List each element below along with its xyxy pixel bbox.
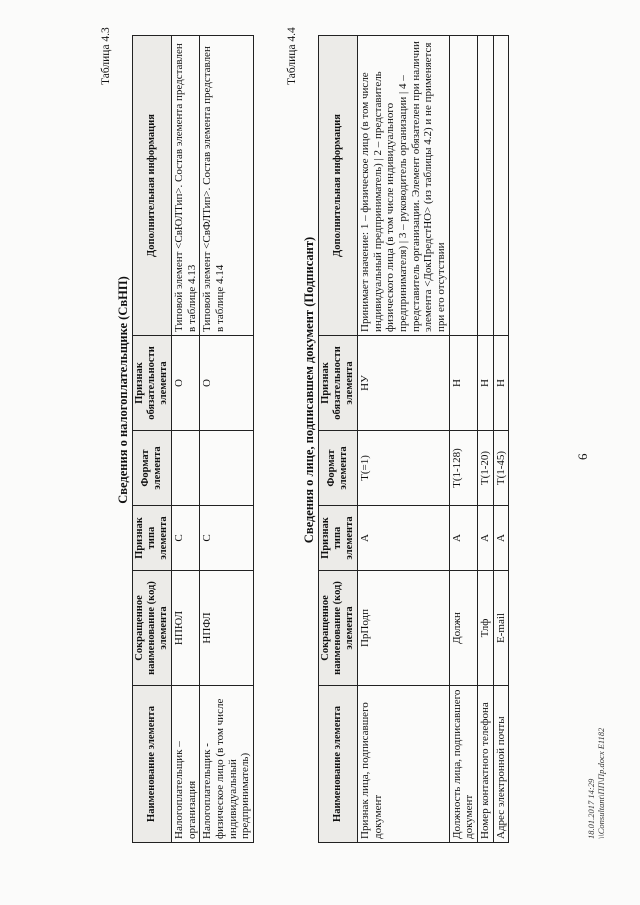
table-cell: Адрес электронной почты — [493, 686, 509, 843]
table-cell: ПрПодп — [358, 571, 449, 686]
table-cell: Т(1-45) — [493, 431, 509, 506]
table-cell: Типовой элемент <СвЮЛТип>. Состав элемента представлен в таблице 4.13 — [172, 36, 200, 336]
col-header: Признак обязательности элемента — [319, 336, 358, 431]
table-title-4-4: Сведения о лице, подписавшем документ (Подписант) — [302, 236, 316, 544]
table-cell — [493, 36, 509, 336]
table-cell: О — [200, 336, 254, 431]
table-cell: С — [200, 506, 254, 571]
table-title-4-3: Сведения о налогоплательщике (СвНП) — [116, 276, 130, 504]
table-row — [449, 36, 477, 843]
table-cell: НПФЛ — [200, 571, 254, 686]
table-row — [358, 36, 449, 843]
table-row — [493, 36, 509, 843]
col-header: Дополнительная информация — [319, 36, 358, 336]
table-cell: Номер контактного телефона — [477, 686, 493, 843]
col-header: Наименование элемента — [133, 686, 172, 843]
col-header: Формат элемента — [133, 431, 172, 506]
table-cell — [200, 431, 254, 506]
col-header: Признак типа элемента — [319, 506, 358, 571]
table-caption-4-4: Таблица 4.4 — [286, 27, 298, 85]
table-cell: Т(=1) — [358, 431, 449, 506]
page-number: 6 — [575, 453, 590, 460]
table-cell: Н — [449, 336, 477, 431]
table-cell: А — [449, 506, 477, 571]
table-cell: Признак лица, подписавшего документ — [358, 686, 449, 843]
table-row — [200, 36, 254, 843]
table-cell — [477, 36, 493, 336]
table-cell: А — [477, 506, 493, 571]
col-header: Формат элемента — [319, 431, 358, 506]
table-4-4 — [318, 35, 509, 843]
table-caption-4-3: Таблица 4.3 — [100, 27, 112, 85]
table-header-row — [133, 36, 172, 843]
footer-note — [586, 728, 606, 839]
table-cell: А — [493, 506, 509, 571]
table-cell: Должн — [449, 571, 477, 686]
table-cell: НУ — [358, 336, 449, 431]
table-cell: Налогоплательщик – организация — [172, 686, 200, 843]
footer-date: 18.01.2017 14:29 — [586, 778, 596, 839]
table-header-row — [319, 36, 358, 843]
table-cell: А — [358, 506, 449, 571]
table-row — [477, 36, 493, 843]
table-cell: Н — [477, 336, 493, 431]
table-cell: Типовой элемент <СвФЛТип>. Состав элемента представлен в таблице 4.14 — [200, 36, 254, 336]
table-cell: Принимает значение: 1 – физическое лицо (в том числе индивидуальный предприниматель) | 2 – представитель физического лица (в том числе индивидуального предпринимателя) | 3 – руководитель организации | 4 – представитель организации. Элемент обязателен при наличии элемента <ДокПредстНО> (из таблицы 4.2) и не применяется при его отсутствии — [358, 36, 449, 336]
table-cell — [449, 36, 477, 336]
col-header: Сокращенное наименование (код) элемента — [319, 571, 358, 686]
col-header: Сокращенное наименование (код) элемента — [133, 571, 172, 686]
col-header: Дополнительная информация — [133, 36, 172, 336]
col-header: Наименование элемента — [319, 686, 358, 843]
col-header: Признак обязательности элемента — [133, 336, 172, 431]
table-cell: О — [172, 336, 200, 431]
table-cell: Т(1-128) — [449, 431, 477, 506]
table-cell: НПЮЛ — [172, 571, 200, 686]
table-cell: Тлф — [477, 571, 493, 686]
table-cell: E-mail — [493, 571, 509, 686]
table-cell: Налогоплательщик - физическое лицо (в том числе индивидуальный предприниматель) — [200, 686, 254, 843]
table-cell — [172, 431, 200, 506]
table-cell: Т(1-20) — [477, 431, 493, 506]
footer-path: \\Consultant\ПП\Пр.docx E1182 — [596, 727, 607, 839]
table-row — [172, 36, 200, 843]
col-header: Признак типа элемента — [133, 506, 172, 571]
table-cell: Н — [493, 336, 509, 431]
table-cell: Должность лица, подписавшего документ — [449, 686, 477, 843]
table-cell: С — [172, 506, 200, 571]
table-4-3 — [132, 35, 254, 843]
